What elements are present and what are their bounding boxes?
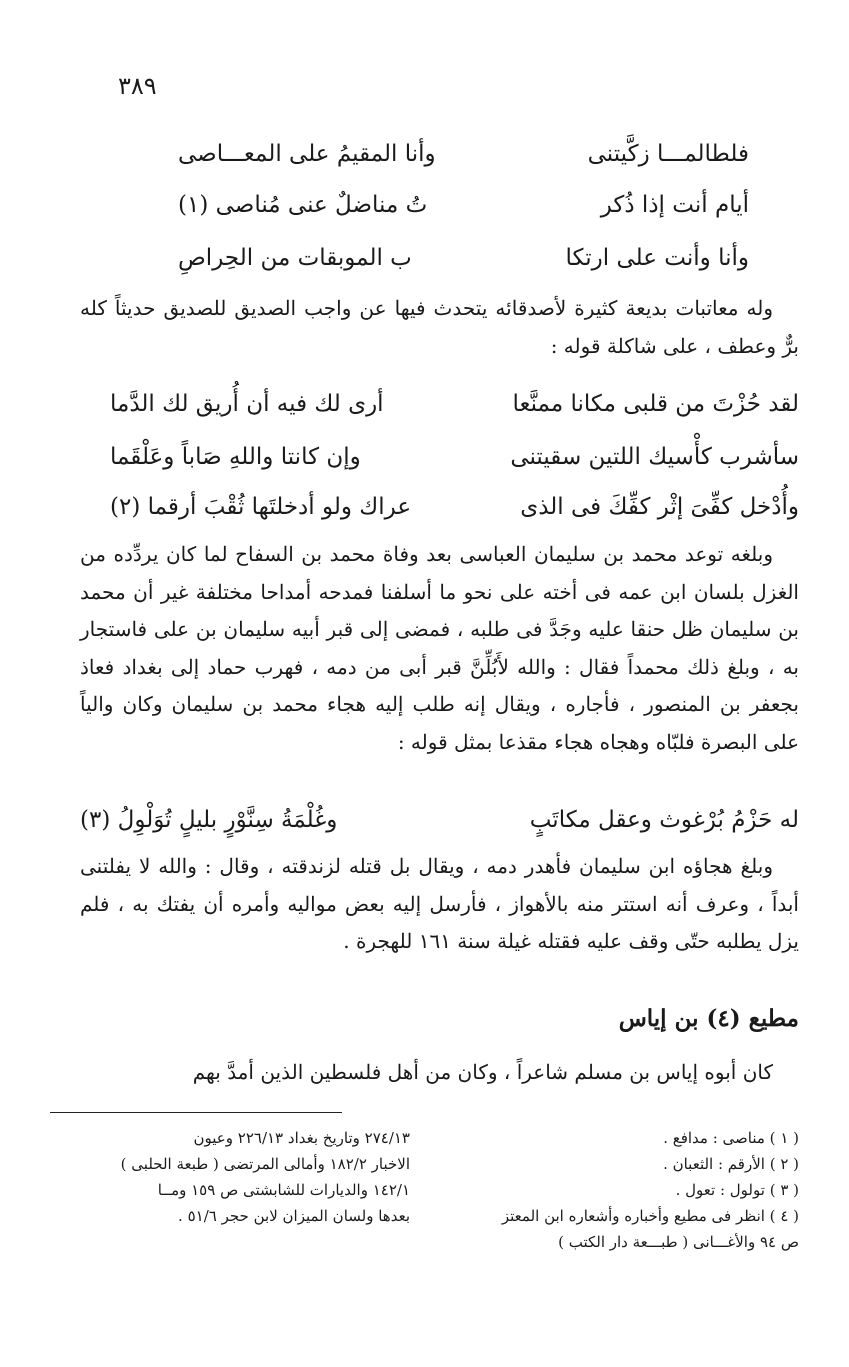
section-title: مطيع (٤) بن إياس [618, 1005, 799, 1032]
footnote: ( ٤ ) انظر فى مطيع وأخباره وأشعاره ابن المعتز [501, 1207, 799, 1225]
verse-first-hemistich: وأنا وأنت على ارتكا [565, 245, 749, 271]
verse-first-hemistich: أيام أنت إذا ذُكر [600, 192, 749, 218]
verse-first-hemistich: سأشرب كأْسيك اللتين سقيتنى [510, 444, 799, 470]
footnote: ( ٣ ) تولول : تعول . [675, 1181, 799, 1199]
verse-second-hemistich: وأنا المقيمُ على المعـــاصى [178, 141, 436, 167]
poem-verse [178, 238, 749, 278]
paragraph-text: وبلغ هجاؤه ابن سليمان فأهدر دمه ، ويقال بل قتله لزندقته ، وقال : والله لا يفلتنى أبداً ، وعرف أنه استتر منه بالأهواز ، فأرسل إليه بعض مواليه وأمره أن يفتك به ، فلم يزل يطلبه حتّى وقف عليه فقتله غيلة سنة ١٦١ للهجرة . [80, 854, 799, 954]
verse-second-hemistich: أرى لك فيه أن أُريق لك الدَّما [110, 391, 384, 417]
verse-second-hemistich: عراك ولو أدخلتَها ثُقْبَ أرقما (٢) [110, 494, 412, 520]
paragraph-text: كان أبوه إياس بن مسلم شاعراً ، وكان من أهل فلسطين الذين أمدَّ بهم [192, 1060, 773, 1084]
poem-verse [178, 185, 749, 225]
verse-second-hemistich: وغُلْمَةُ سِنَّوْرٍ بليلٍ تُوَلْوِلُ (٣) [80, 807, 338, 833]
prose-paragraph [80, 1054, 799, 1092]
paragraph-text: وله معاتبات بديعة كثيرة لأصدقائه يتحدث فيها عن واجب الصديق للصديق حديثاً كله برٌّ وعطف ، على شاكلة قوله : [80, 296, 799, 358]
verse-first-hemistich: وأُدْخل كفِّىَ إثْر كفِّكَ فى الذى [520, 494, 799, 520]
footnotes-left-column [110, 1125, 410, 1229]
prose-paragraph [80, 536, 799, 762]
paragraph-text: وبلغه توعد محمد بن سليمان العباسى بعد وفاة محمد بن السفاح لما كان يردِّده من الغزل بلسان ابن عمه فى أخته على نحو ما أسلفنا فمدحه أمداحا مختلفة غير أن محمد بن سليمان ظل حنقا عليه وجَدَّ فى طلبه ، فمضى إلى قبر أبيه سليمان بن على فاستجار به ، وبلغ ذلك محمداً فقال : والله لأَبُلِّنَّ قبر أبى من دمه ، فهرب حماد إلى بغداد فعاذ بجعفر بن المنصور ، فأجاره ، ويقال إنه طلب إليه هجاء محمد بن سليمان وكان والياً على البصرة فلبّاه وهجاه هجاء مقذعا بمثل قوله : [80, 542, 799, 754]
footnote: ص ٩٤ والأغـــانى ( طبـــعة دار الكتب ) [558, 1233, 799, 1251]
page-number: ٣٨٩ [118, 72, 157, 100]
verse-second-hemistich: تُ مناضلٌ عنى مُناصى (١) [178, 192, 428, 218]
verse-first-hemistich: لقد حُزْتَ من قلبى مكانا ممنَّعا [512, 391, 799, 417]
footnote-divider [50, 1112, 342, 1113]
footnote: ( ١ ) مناصى : مدافع . [663, 1129, 799, 1147]
poem-verse [110, 487, 799, 527]
footnote-continuation: ٢٧٤/١٣ وتاريخ بغداد ٢٢٦/١٣ وعيون [193, 1129, 410, 1147]
verse-second-hemistich: ب الموبقات من الحِراصِ [178, 245, 412, 271]
footnote-continuation: بعدها ولسان الميزان لابن حجر ٥١/٦ . [178, 1207, 410, 1225]
footnote: ( ٢ ) الأرقم : الثعبان . [663, 1155, 799, 1173]
footnotes-right-column [481, 1125, 799, 1255]
footnote-continuation: ١٤٢/١ والديارات للشابشتى ص ١٥٩ ومــا [157, 1181, 410, 1199]
poem-verse [110, 437, 799, 477]
prose-paragraph [80, 290, 799, 365]
footnote-continuation: الاخبار ١٨٢/٢ وأمالى المرتضى ( طبعة الحلبى ) [120, 1155, 410, 1173]
poem-verse [178, 134, 749, 174]
verse-first-hemistich: له حَزْمُ بُرْغوث وعقل مكاتَبٍ [529, 807, 799, 833]
verse-first-hemistich: فلطالمـــا زكَّيتنى [587, 141, 749, 167]
prose-paragraph [80, 848, 799, 961]
verse-second-hemistich: وإن كانتا واللهِ صَاباً وعَلْقَما [110, 444, 361, 470]
poem-verse [80, 800, 799, 840]
poem-verse [110, 384, 799, 424]
